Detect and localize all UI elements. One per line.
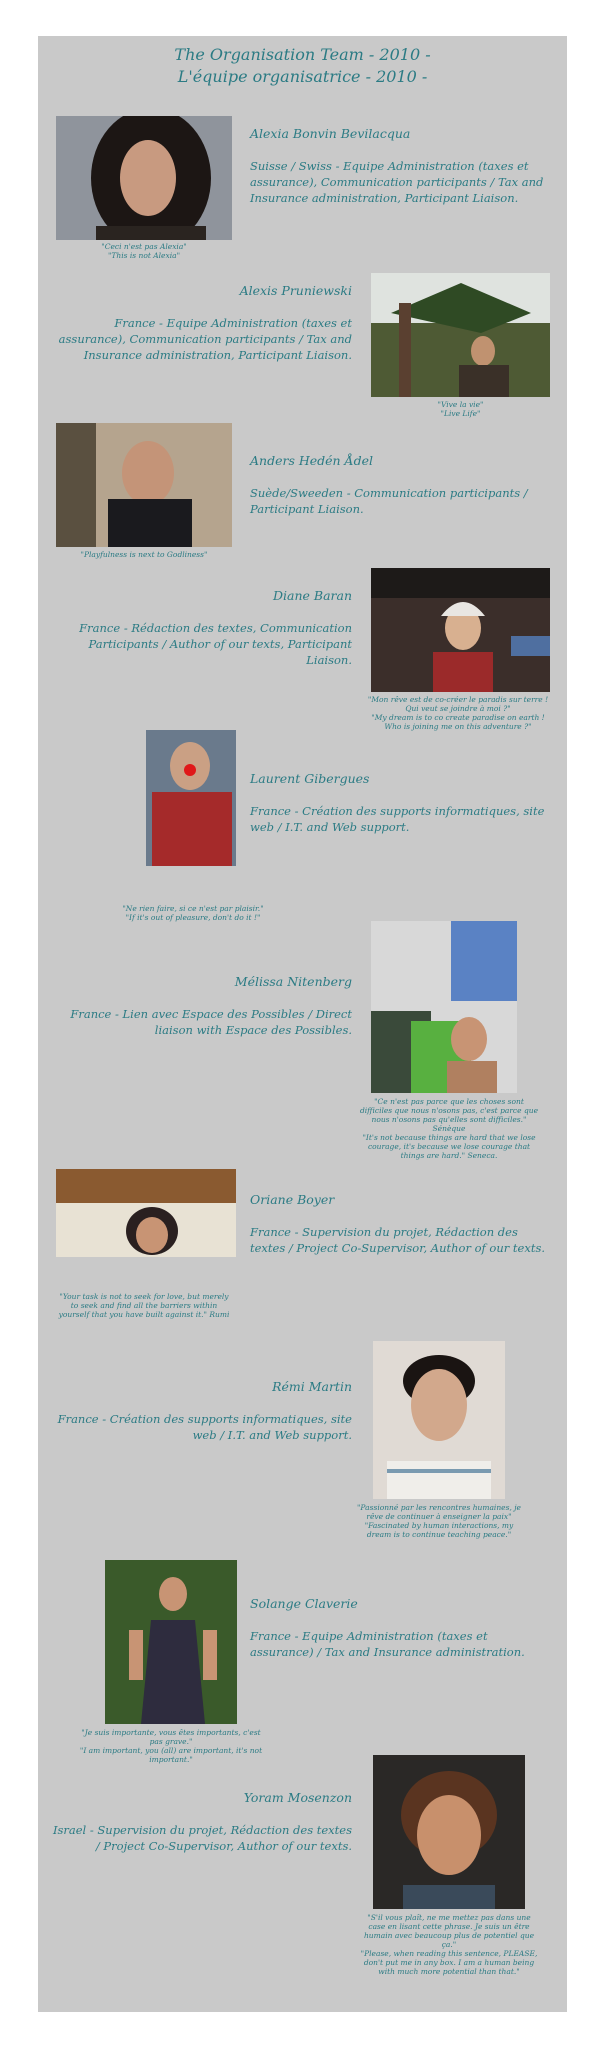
member-description: Suède/Sweeden - Communication participants / Participant Liaison.: [250, 486, 528, 516]
member-name: Alexis Pruniewski: [239, 283, 352, 298]
member-name: Rémi Martin: [272, 1379, 352, 1394]
member-quote: "S'il vous plaît, ne me mettez pas dans une case en lisant cette phrase. Je suis un être humain avec beaucoup plus de potentiel que ça." "Please, when reading this sentence, PLEASE, don't put me in any box. I am a human being with much more potential than that.": [360, 1913, 538, 1976]
member-description: France - Rédaction des textes, Communication Participants / Author of our texts, Participant Liaison.: [79, 621, 352, 667]
member-description: France - Création des supports informatiques, site web / I.T. and Web support.: [250, 804, 545, 834]
member-quote: "Ce n'est pas parce que les choses sont difficiles que nous n'osons pas, c'est parce que nous n'osons pas qu'elles sont difficiles." Sénèque "It's not because things are hard that we lose courage, it's because we lose courage that things are hard." Seneca.: [359, 1097, 539, 1160]
member-description: Israel - Supervision du projet, Rédaction des textes / Project Co-Supervisor, Author of our texts.: [52, 1823, 352, 1853]
member-quote: "Passionné par les rencontres humaines, je rêve de continuer à enseigner la paix" "Fascinated by human interactions, my dream is to continue teaching peace.": [356, 1503, 521, 1539]
member-photo: [371, 921, 517, 1093]
member-quote: "Je suis importante, vous êtes importants, c'est pas grave." "I am important, you (all) are important, it's not important.": [79, 1728, 263, 1764]
member-photo: [373, 1341, 505, 1499]
member-quote: "Playfulness is next to Godliness": [80, 550, 208, 559]
member-quote: "Your task is not to seek for love, but merely to seek and find all the barriers within yourself that you have built against it." Rumi: [58, 1292, 230, 1319]
member-name: Oriane Boyer: [250, 1192, 335, 1207]
member-name: Diane Baran: [272, 588, 352, 603]
member-name: Yoram Mosenzon: [243, 1790, 352, 1805]
member-photo: [56, 423, 232, 547]
member-description: France - Supervision du projet, Rédaction des textes / Project Co-Supervisor, Author of our texts.: [250, 1225, 546, 1255]
member-photo: [373, 1755, 525, 1909]
member-description: France - Equipe Administration (taxes et assurance), Communication participants / Tax and Insurance administration, Participant Liaison.: [58, 316, 352, 362]
member-quote: "Ne rien faire, si ce n'est par plaisir." "If it's out of pleasure, don't do it !": [122, 904, 264, 922]
member-photo: [146, 730, 236, 866]
member-name: Laurent Gibergues: [250, 771, 370, 786]
title-english: The Organisation Team - 2010 -: [174, 45, 431, 64]
member-photo: [56, 116, 232, 240]
member-name: Solange Claverie: [250, 1596, 358, 1611]
title-french: L'équipe organisatrice - 2010 -: [177, 67, 428, 86]
member-quote: "Mon rêve est de co-créer le paradis sur terre ! Qui veut se joindre à moi ?" "My dream is to co create paradise on earth ! Who is joining me on this adventure ?": [367, 695, 549, 731]
member-photo: [56, 1169, 236, 1257]
member-description: France - Création des supports informatiques, site web / I.T. and Web support.: [57, 1412, 352, 1442]
member-quote: "Vive la vie" "Live Life": [437, 400, 484, 418]
member-name: Anders Hedén Ådel: [250, 453, 373, 468]
member-description: France - Equipe Administration (taxes et assurance) / Tax and Insurance administration.: [250, 1629, 525, 1659]
member-name: Mélissa Nitenberg: [234, 974, 352, 989]
member-description: Suisse / Swiss - Equipe Administration (taxes et assurance), Communication participants / Tax and Insurance administration, Participant Liaison.: [250, 159, 544, 205]
member-quote: "Ceci n'est pas Alexia" "This is not Alexia": [101, 242, 187, 260]
member-photo: [371, 568, 550, 692]
member-photo: [105, 1560, 237, 1724]
member-photo: [371, 273, 550, 397]
member-name: Alexia Bonvin Bevilacqua: [250, 126, 411, 141]
team-panel: [38, 36, 567, 2012]
page-title: [38, 44, 567, 88]
member-description: France - Lien avec Espace des Possibles / Direct liaison with Espace des Possibles.: [70, 1007, 352, 1037]
